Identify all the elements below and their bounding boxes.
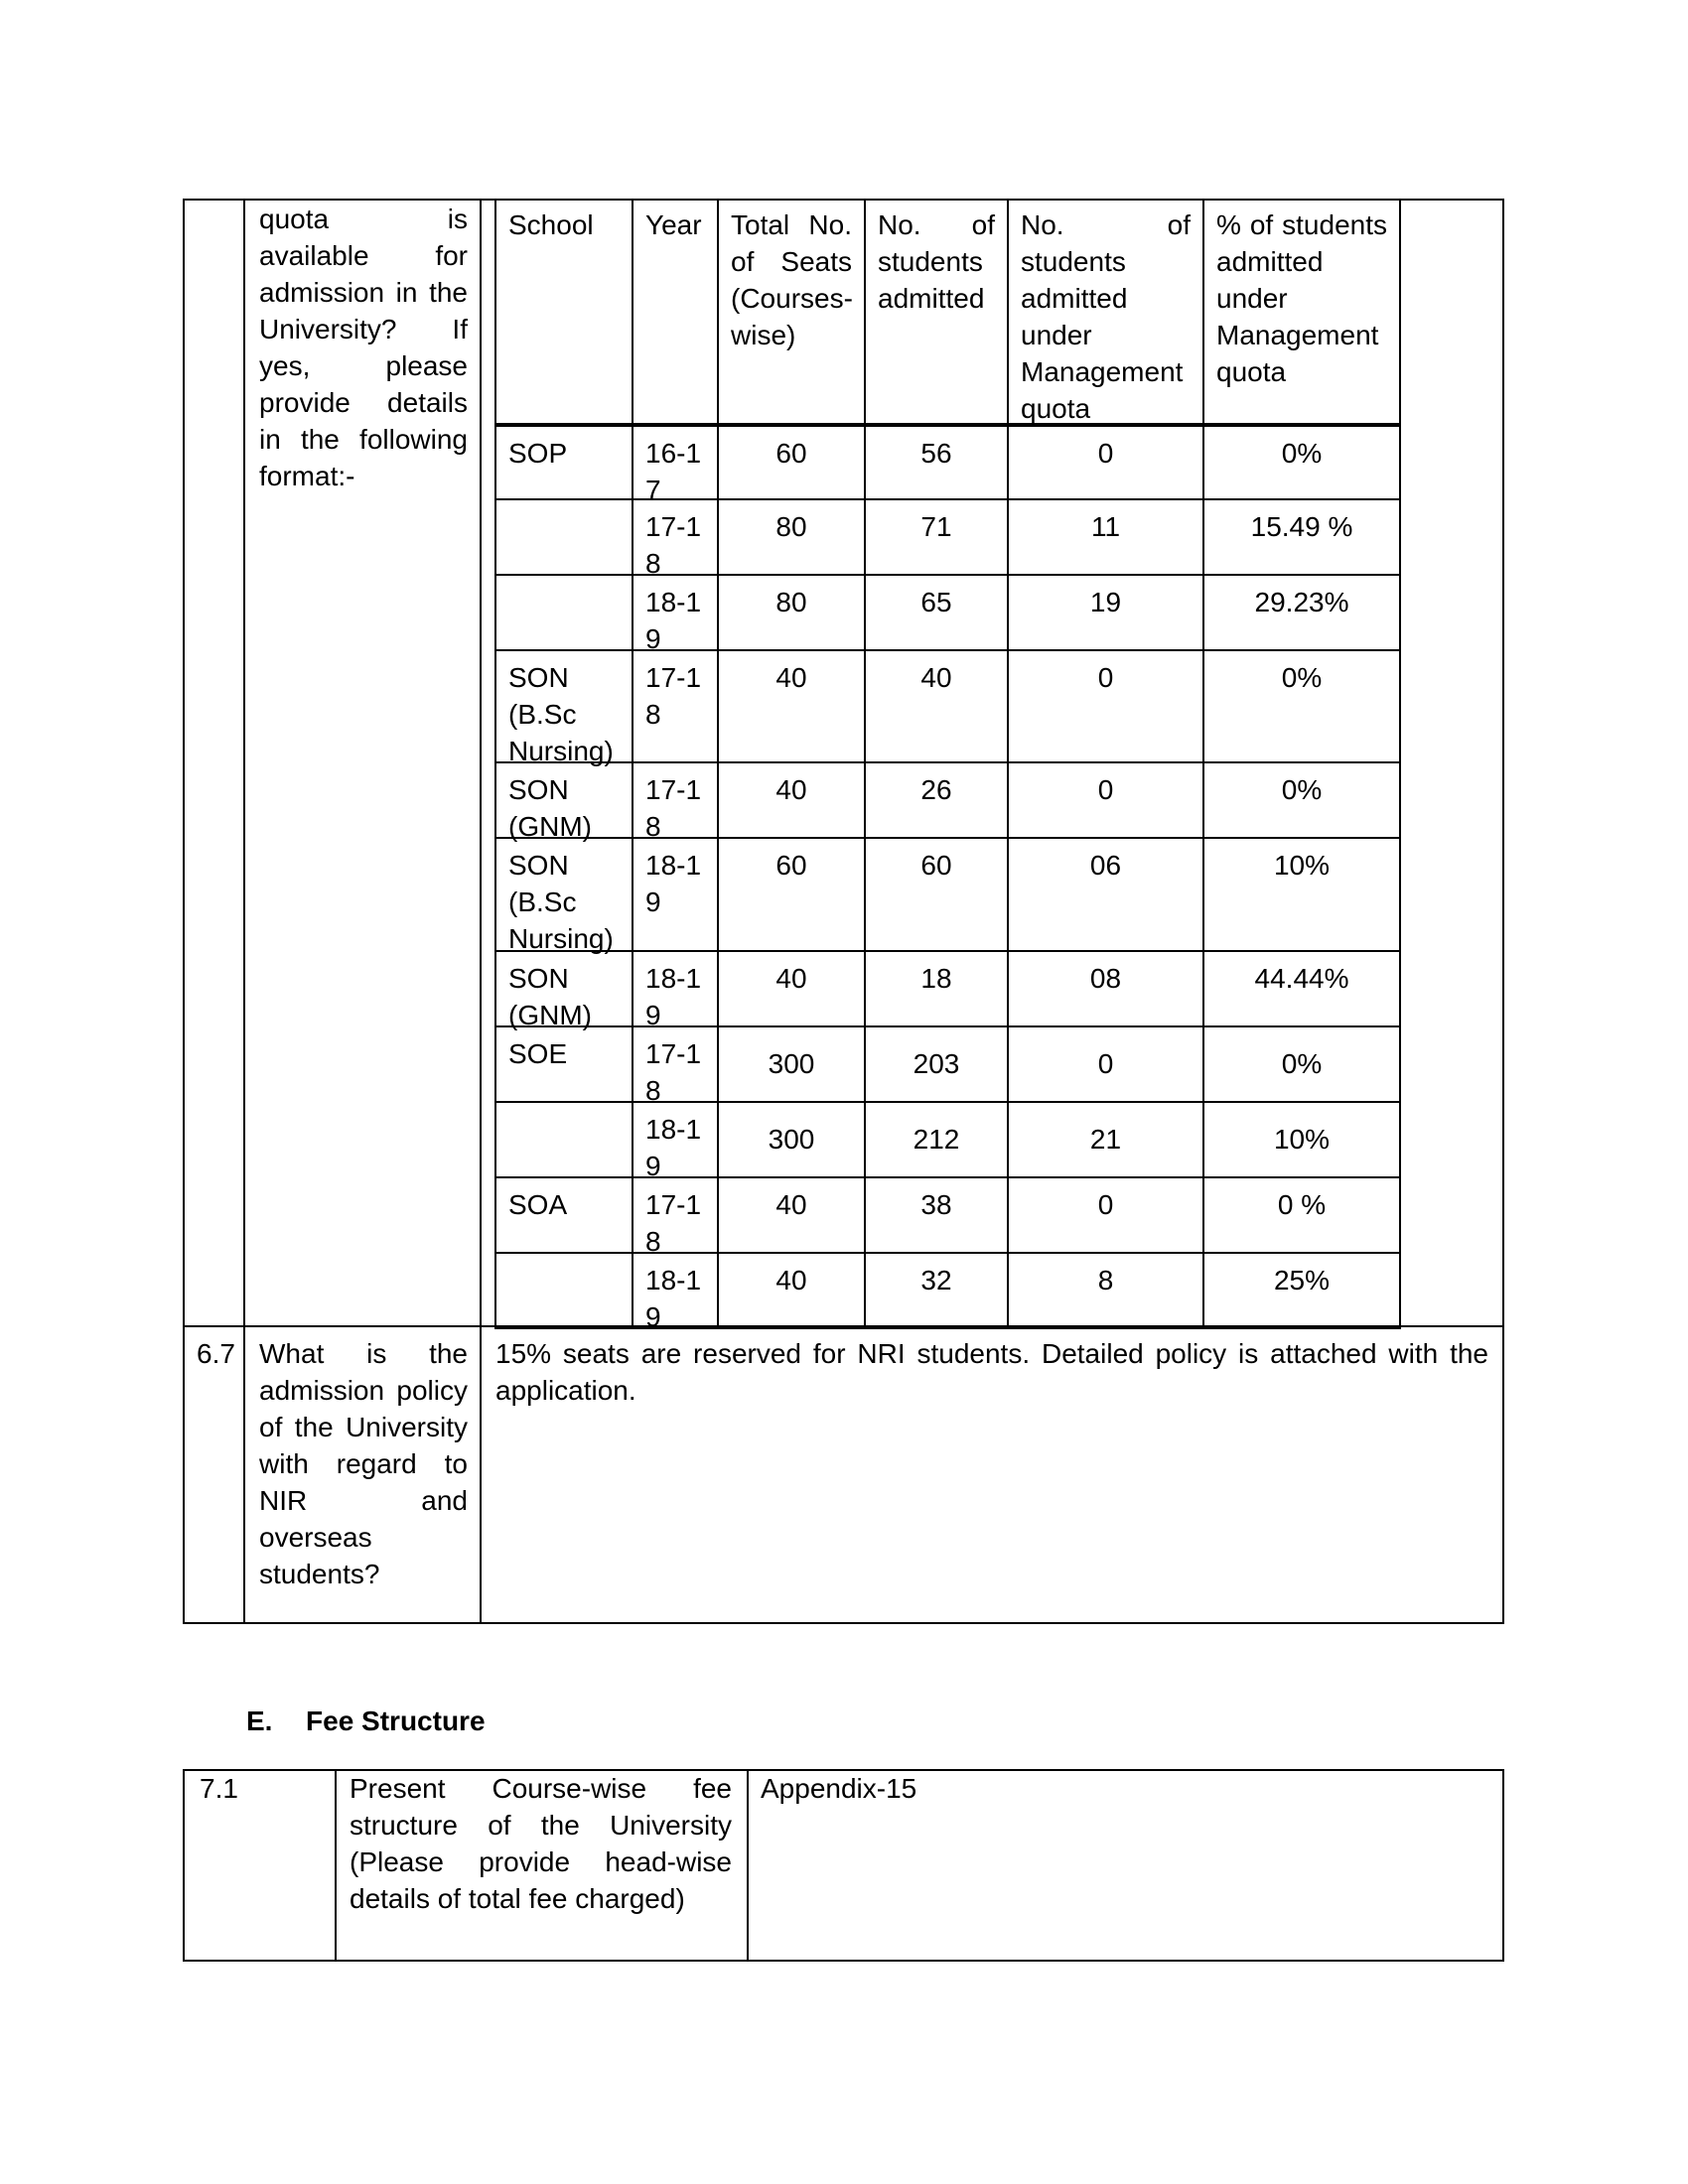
header-students-admitted: No. of students admitted bbox=[864, 199, 1007, 425]
table-cell-pct: 0% bbox=[1202, 1027, 1401, 1103]
table-cell-pct: 15.49 % bbox=[1202, 500, 1401, 576]
table-cell-school bbox=[494, 500, 632, 576]
table-cell-admitted: 38 bbox=[864, 1178, 1007, 1254]
table-cell-admitted: 40 bbox=[864, 651, 1007, 763]
table-cell-seats: 80 bbox=[717, 576, 864, 651]
question-7-1 bbox=[350, 1770, 732, 1917]
section-heading bbox=[246, 1703, 486, 1739]
table-cell-year: 17-18 bbox=[632, 500, 717, 576]
table-cell-seats: 40 bbox=[717, 651, 864, 763]
row-number-6-7 bbox=[197, 1335, 235, 1372]
header-year: Year bbox=[632, 199, 717, 425]
table-cell-admitted: 26 bbox=[864, 763, 1007, 839]
table-cell-admitted: 71 bbox=[864, 500, 1007, 576]
table-cell-mgmt: 0 bbox=[1007, 1027, 1202, 1103]
table-cell-mgmt: 19 bbox=[1007, 576, 1202, 651]
question-line: in the following bbox=[259, 424, 468, 455]
table-cell-seats: 60 bbox=[717, 839, 864, 952]
row-number-7-1 bbox=[200, 1770, 238, 1807]
table-cell-mgmt: 11 bbox=[1007, 500, 1202, 576]
table-cell-seats: 300 bbox=[717, 1027, 864, 1103]
table-cell-seats: 300 bbox=[717, 1103, 864, 1178]
table-cell-pct: 10% bbox=[1202, 1103, 1401, 1178]
question-line: University? If bbox=[259, 314, 468, 344]
question-text: Present Course-wise fee structure of the University (Please provide head-wise details of total fee charged) bbox=[350, 1773, 732, 1914]
row-number: 7.1 bbox=[200, 1773, 238, 1804]
table-cell-seats: 40 bbox=[717, 952, 864, 1027]
table-cell-mgmt: 0 bbox=[1007, 425, 1202, 500]
table-cell-year: 18-19 bbox=[632, 839, 717, 952]
table-cell-school: SON (B.Sc Nursing) bbox=[494, 651, 632, 763]
table-cell-admitted: 203 bbox=[864, 1027, 1007, 1103]
table-cell-seats: 40 bbox=[717, 763, 864, 839]
row-number: 6.7 bbox=[197, 1338, 235, 1369]
header-school: School bbox=[494, 199, 632, 425]
table-cell-seats: 60 bbox=[717, 425, 864, 500]
table-cell-year: 16-17 bbox=[632, 425, 717, 500]
section-letter: E. bbox=[246, 1706, 273, 1736]
table-cell-school: SON (GNM) bbox=[494, 952, 632, 1027]
table-cell-mgmt: 08 bbox=[1007, 952, 1202, 1027]
table-cell-admitted: 18 bbox=[864, 952, 1007, 1027]
table-cell-school bbox=[494, 1254, 632, 1329]
table-cell-pct: 0 % bbox=[1202, 1178, 1401, 1254]
question-line: provide details bbox=[259, 387, 468, 418]
table-cell-admitted: 212 bbox=[864, 1103, 1007, 1178]
table-cell-admitted: 32 bbox=[864, 1254, 1007, 1329]
table-cell-pct: 29.23% bbox=[1202, 576, 1401, 651]
answer-7-1 bbox=[761, 1770, 916, 1807]
table-cell-school bbox=[494, 1103, 632, 1178]
table-cell-school: SON (B.Sc Nursing) bbox=[494, 839, 632, 952]
table-cell-year: 18-19 bbox=[632, 1103, 717, 1178]
header-management-quota: No. of students admitted under Management quota bbox=[1007, 199, 1202, 425]
question-text: What is the admission policy of the University with regard to NIR and overseas students? bbox=[259, 1338, 468, 1589]
table-cell-school: SOP bbox=[494, 425, 632, 500]
table-cell-year: 17-18 bbox=[632, 763, 717, 839]
table-cell-mgmt: 8 bbox=[1007, 1254, 1202, 1329]
divider bbox=[243, 199, 245, 1624]
table-cell-pct: 25% bbox=[1202, 1254, 1401, 1329]
divider bbox=[747, 1769, 749, 1962]
table-cell-school bbox=[494, 576, 632, 651]
table-cell-pct: 10% bbox=[1202, 839, 1401, 952]
question-line: yes, please bbox=[259, 350, 468, 381]
table-cell-year: 18-19 bbox=[632, 576, 717, 651]
answer-text: 15% seats are reserved for NRI students. Detailed policy is attached with the application. bbox=[495, 1338, 1488, 1406]
table-cell-pct: 0% bbox=[1202, 425, 1401, 500]
table-cell-pct: 0% bbox=[1202, 651, 1401, 763]
table-cell-school: SOE bbox=[494, 1027, 632, 1103]
answer-text: Appendix-15 bbox=[761, 1773, 917, 1804]
question-line: admission in the bbox=[259, 277, 468, 308]
section-title: Fee Structure bbox=[306, 1706, 486, 1736]
table-cell-year: 17-18 bbox=[632, 1027, 717, 1103]
question-line: available for bbox=[259, 240, 468, 271]
table-cell-seats: 40 bbox=[717, 1254, 864, 1329]
table-cell-school: SOA bbox=[494, 1178, 632, 1254]
table-cell-year: 18-19 bbox=[632, 1254, 717, 1329]
divider bbox=[480, 199, 482, 1624]
table-cell-mgmt: 0 bbox=[1007, 1178, 1202, 1254]
table-cell-seats: 40 bbox=[717, 1178, 864, 1254]
table-cell-admitted: 60 bbox=[864, 839, 1007, 952]
table-cell-school: SON (GNM) bbox=[494, 763, 632, 839]
table-cell-seats: 80 bbox=[717, 500, 864, 576]
table-cell-mgmt: 0 bbox=[1007, 651, 1202, 763]
table-cell-admitted: 56 bbox=[864, 425, 1007, 500]
divider bbox=[335, 1769, 337, 1962]
table-cell-year: 17-18 bbox=[632, 651, 717, 763]
table-cell-pct: 0% bbox=[1202, 763, 1401, 839]
table-cell-mgmt: 06 bbox=[1007, 839, 1202, 952]
table-cell-pct: 44.44% bbox=[1202, 952, 1401, 1027]
table-cell-mgmt: 0 bbox=[1007, 763, 1202, 839]
question-line: quota is bbox=[259, 204, 468, 234]
table-cell-mgmt: 21 bbox=[1007, 1103, 1202, 1178]
header-management-percent: % of students admitted under Management quota bbox=[1202, 199, 1401, 425]
table-cell-year: 18-19 bbox=[632, 952, 717, 1027]
question-line: format:- bbox=[259, 461, 355, 491]
header-total-seats: Total No. of Seats (Courses-wise) bbox=[717, 199, 864, 425]
question-6-7 bbox=[259, 1335, 468, 1592]
question-6-6 bbox=[259, 201, 468, 494]
table-cell-year: 17-18 bbox=[632, 1178, 717, 1254]
answer-6-7 bbox=[495, 1335, 1488, 1409]
table-cell-admitted: 65 bbox=[864, 576, 1007, 651]
